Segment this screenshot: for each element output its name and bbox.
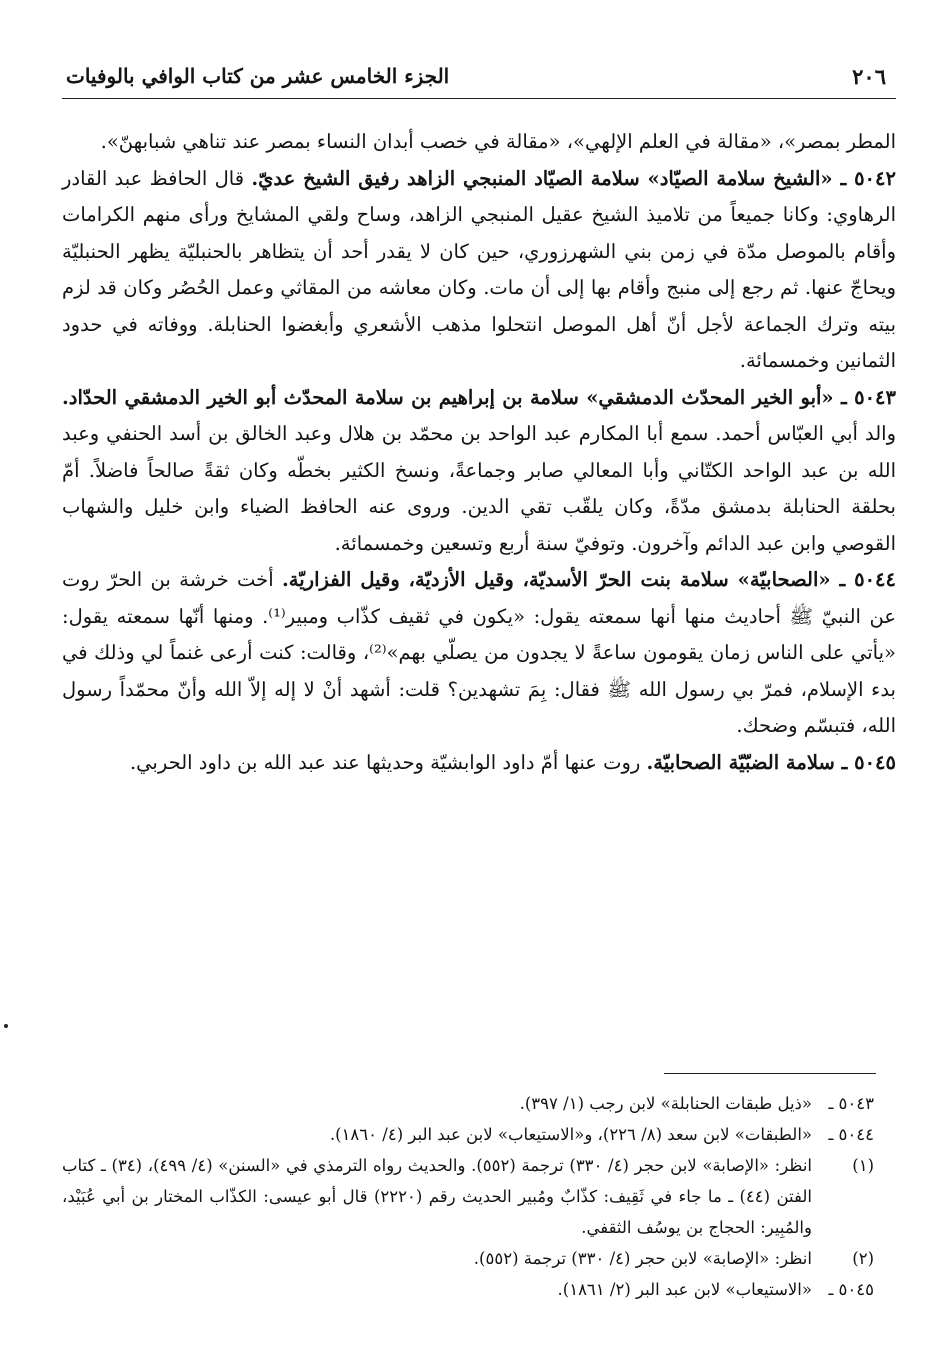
- intro-paragraph: المطر بمصر»، «مقالة في العلم الإلهي»، «مقالة في خصب أبدان النساء بمصر عند تناهي شبابهنّ».: [100, 130, 896, 153]
- footnote-text: «الاستيعاب» لابن عبد البر (٢/ ١٨٦١).: [557, 1280, 812, 1299]
- footnotes: [62, 1088, 874, 1305]
- entry-heading: ٥٠٤٥ ـ سلامة الضبّيّة الصحابيّة.: [646, 750, 896, 774]
- footnote-number: ٥٠٤٥ ـ: [828, 1280, 874, 1299]
- footnote-number: (١): [852, 1156, 874, 1175]
- entry-text: قال الحافظ عبد القادر الرهاوي: وكانا جميعاً من تلاميذ الشيخ عقيل المنبجي الزاهد، وساح ولقي المشايخ ورأى منهم الكرامات وأقام بالموصل مدّة في زمن بني الشهرزوري، حين كان لا يقدر أحد أن يتظاهر بالحنبليّة يظهر الحنبليّة ويحاجّ عنها. ثم رجع إلى منبج وأقام بها إلى أن مات. وكان معاشه من المقاثي وعمل الحُصُر وكان قد لزم بيته وترك الجماعة لأجل أنّ أهل الموصل انتحلوا مذهب الأشعري وأبغضوا الحنابلة. ووفاته في حدود الثمانين وخمسمائة.: [62, 166, 896, 372]
- scan-speck: [4, 1024, 8, 1028]
- entry-heading: ٥٠٤٣ ـ «أبو الخير المحدّث الدمشقي» سلامة بن إبراهيم بن سلامة المحدّث أبو الخير الدمشقي الحدّاد.: [62, 385, 896, 409]
- footnote: [62, 1119, 874, 1150]
- footnote-text: انظر: «الإصابة» لابن حجر (٤/ ٣٣٠) ترجمة (٥٥٢). والحديث رواه الترمذي في «السنن» (٤/ ٤٩٩)، (٣٤) ـ كتاب الفتن (٤٤) ـ ما جاء في ثَقِيف: كذّابٌ ومُبير الحديث رقم (٢٢٢٠) قال أبو عيسى: الكذّاب المختار بن أبي عُبَيْد، والمُبِير: الحجاج بن يوسُف الثقفي.: [62, 1156, 813, 1237]
- body-text: [62, 124, 896, 781]
- footnote-text: «ذيل طبقات الحنابلة» لابن رجب (١/ ٣٩٧).: [519, 1094, 812, 1113]
- footnote-text: انظر: «الإصابة» لابن حجر (٤/ ٣٣٠) ترجمة (٥٥٢).: [473, 1249, 812, 1268]
- entry-5044: [62, 562, 896, 745]
- entry-text: روت عنها أمّ داود الوابشيّة وحديثها عند عبد الله بن داود الحربي.: [129, 750, 641, 774]
- footnote: [62, 1150, 874, 1243]
- page-header: [62, 62, 896, 99]
- entry-5043: [62, 380, 896, 563]
- footnote: [62, 1243, 874, 1274]
- entry-heading: ٥٠٤٤ ـ «الصحابيّة» سلامة بنت الحرّ الأسديّة، وقيل الأزديّة، وقيل الفزاريّة.: [281, 568, 896, 591]
- footnote-number: ٥٠٤٣ ـ: [828, 1094, 874, 1113]
- entry-heading: ٥٠٤٢ ـ «الشيخ سلامة الصيّاد» سلامة الصيّاد المنبجي الزاهد رفيق الشيخ عديّ.: [251, 166, 896, 190]
- footnote: [62, 1274, 874, 1305]
- running-title: الجزء الخامس عشر من كتاب الوافي بالوفيات: [66, 64, 450, 88]
- footnote: [62, 1088, 874, 1119]
- entry-5045: [62, 745, 896, 782]
- entry-5042: [62, 161, 896, 380]
- footnote-number: ٥٠٤٤ ـ: [828, 1125, 874, 1144]
- entry-text: والد أبي العبّاس أحمد. سمع أبا المكارم عبد الواحد بن محمّد بن هلال وعبد الخالق بن أسد الحنفي وعبد الله بن عبد الواحد الكتّاني وأبا المعالي صابر وجماعةً، ونسخ الكثير بخطّه وكان ثقةً صالحاً فاضلاً. أمّ بحلقة الحنابلة بدمشق مدّةً، وكان يلقّب تقي الدين. وروى عنه الحافظ الضياء وابن خليل والشهاب القوصي وابن عبد الدائم وآخرون. وتوفيّ سنة أربع وتسعين وخمسمائة.: [62, 422, 896, 555]
- footnote-divider: [664, 1073, 876, 1074]
- page-number: ٢٠٦: [852, 64, 886, 89]
- footnote-text: «الطبقات» لابن سعد (٨/ ٢٢٦)، و«الاستيعاب» لابن عبد البر (٤/ ١٨٦٠).: [329, 1125, 812, 1144]
- entry-text: أخت خرشة بن الحرّ روت عن النبيّ ﷺ أحاديث منها أنها سمعته يقول: «يكون في ثقيف كذّاب ومبير⁽¹⁾. ومنها أنّها سمعته يقول: «يأتي على الناس زمان يقومون ساعةً لا يجدون من يصلّي بهم»⁽²⁾، وقالت: كنت أرعى غنماً لي وذلك في بدء الإسلام، فمرّ بي رسول الله ﷺ فقال: بِمَ تشهدين؟ قلت: أشهد أنْ لا إله إلاّ الله وأنّ محمّداً رسول الله، فتبسّم وضحك.: [62, 568, 896, 737]
- footnote-number: (٢): [852, 1249, 874, 1268]
